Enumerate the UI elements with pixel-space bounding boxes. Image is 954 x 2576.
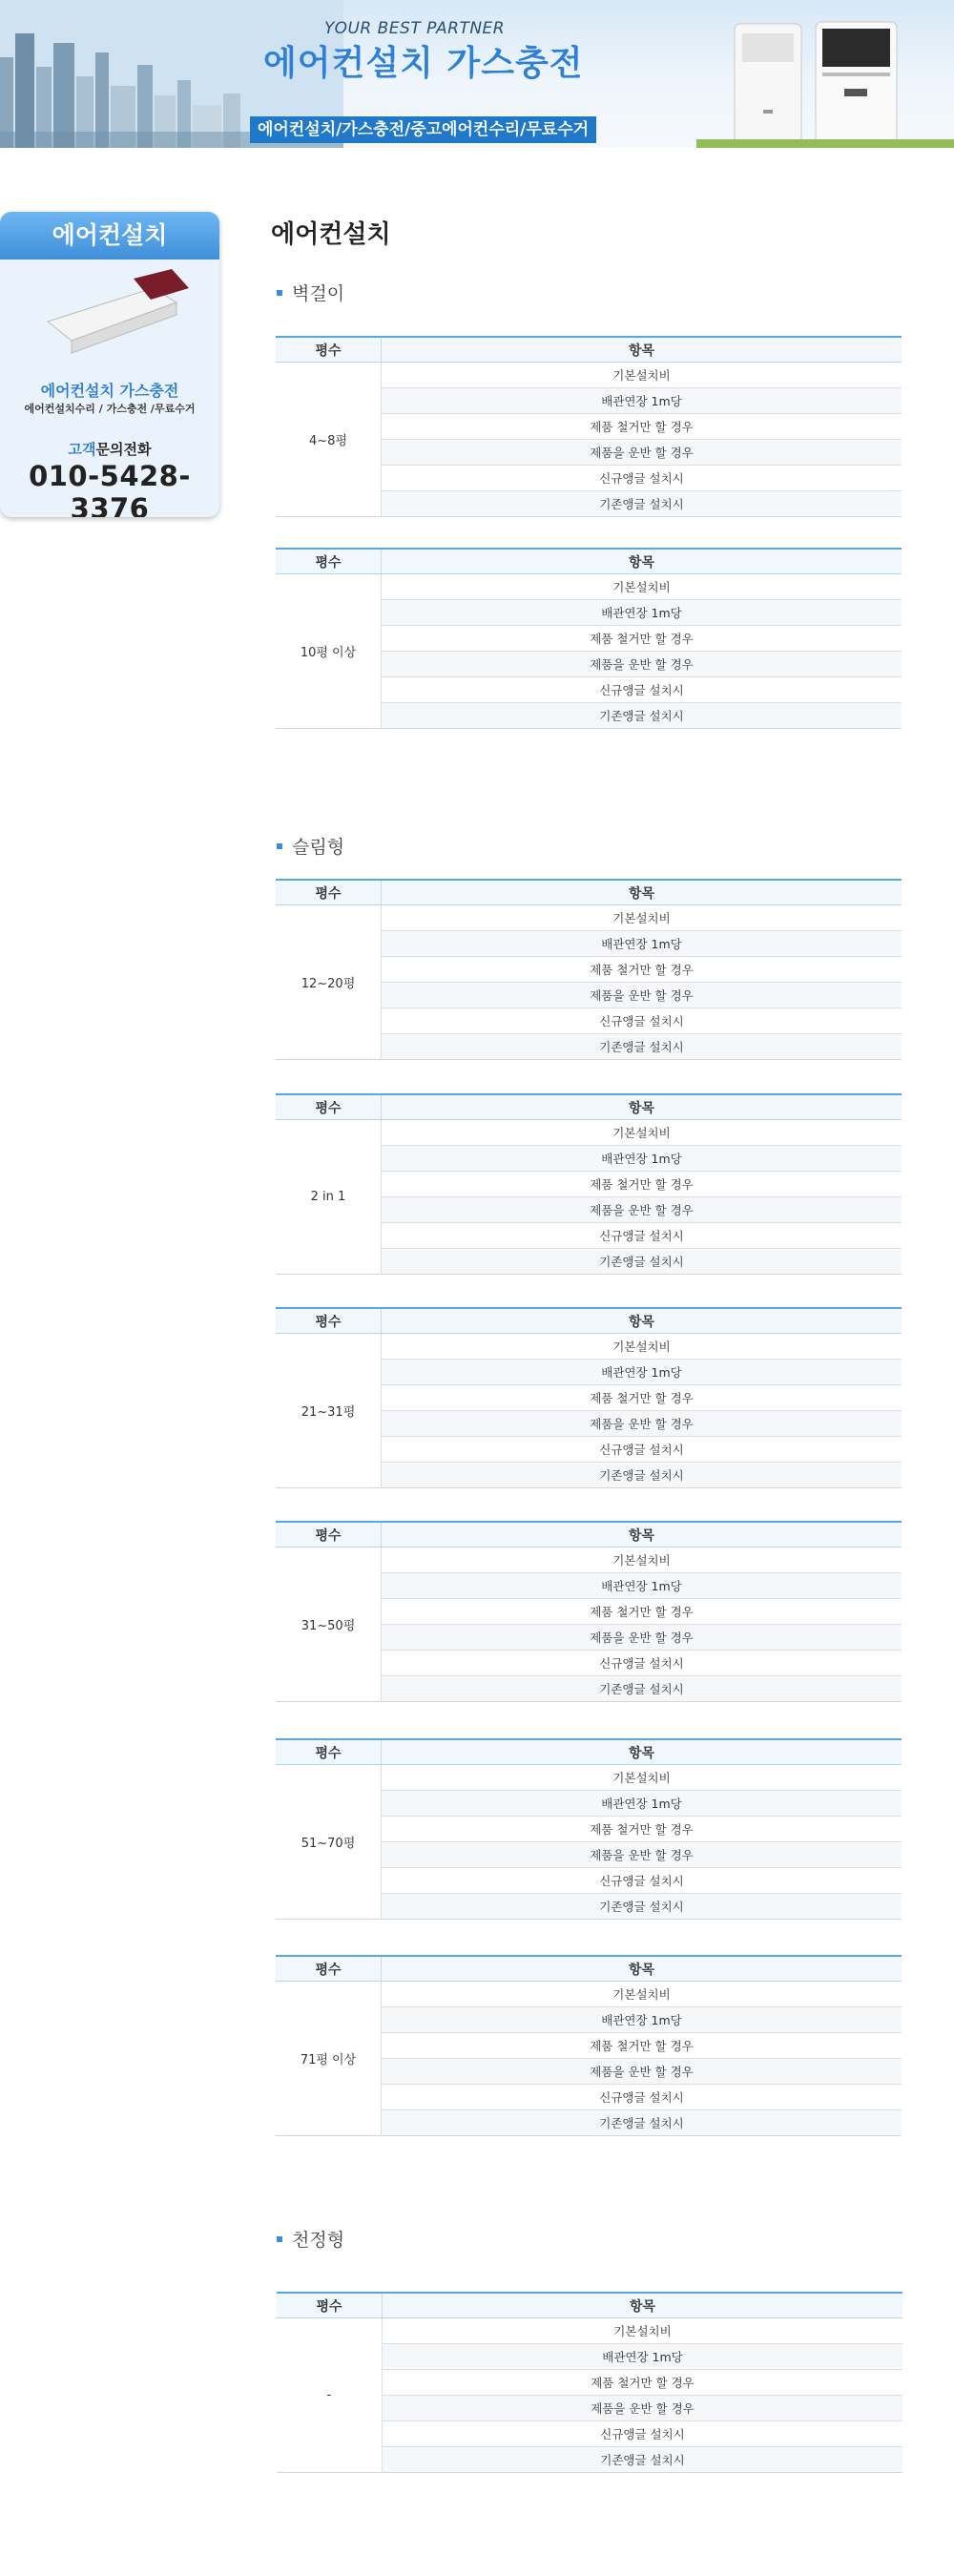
table-header-row (277, 2293, 902, 2318)
table-header-row (276, 1308, 902, 1334)
table-header-row (276, 549, 902, 574)
item-cell: 배관연장 1m당 (382, 931, 902, 957)
item-cell: 신규앵글 설치시 (382, 1868, 902, 1894)
item-cell: 신규앵글 설치시 (382, 677, 902, 703)
table-row (276, 1120, 902, 1146)
sidebar-service-title: 에어컨설치 가스충전 (40, 382, 179, 400)
item-cell: 기존앵글 설치시 (383, 2447, 903, 2473)
item-cell: 배관연장 1m당 (382, 2007, 902, 2033)
column-header-area: 평수 (276, 1094, 382, 1120)
section-heading (277, 280, 344, 305)
area-size-cell: 21~31평 (276, 1334, 382, 1488)
area-size-cell: 51~70평 (276, 1765, 382, 1920)
area-size-cell: 10평 이상 (276, 574, 382, 729)
price-table (276, 1738, 902, 1920)
table-header-row (276, 1739, 902, 1765)
item-cell: 기본설치비 (382, 1982, 902, 2007)
item-cell: 제품을 운반 할 경우 (382, 440, 902, 466)
item-cell: 신규앵글 설치시 (382, 466, 902, 491)
item-cell: 배관연장 1m당 (382, 600, 902, 626)
column-header-area: 평수 (277, 2293, 383, 2318)
item-cell: 기존앵글 설치시 (382, 703, 902, 729)
item-cell: 제품 철거만 할 경우 (382, 414, 902, 440)
column-header-item: 항목 (382, 1094, 902, 1120)
item-cell: 제품 철거만 할 경우 (382, 1172, 902, 1197)
item-cell: 기존앵글 설치시 (382, 1894, 902, 1920)
item-cell: 제품 철거만 할 경우 (382, 1599, 902, 1625)
item-cell: 기존앵글 설치시 (382, 1463, 902, 1488)
column-header-item: 항목 (383, 2293, 903, 2318)
item-cell: 제품을 운반 할 경우 (382, 1411, 902, 1437)
grass-decoration (696, 134, 954, 148)
item-cell: 기본설치비 (382, 1548, 902, 1573)
item-cell: 제품 철거만 할 경우 (382, 626, 902, 652)
item-cell: 기본설치비 (382, 1765, 902, 1791)
square-bullet-icon (277, 290, 282, 296)
item-cell: 기본설치비 (382, 1120, 902, 1146)
item-cell: 배관연장 1m당 (382, 1146, 902, 1172)
column-header-area: 평수 (276, 1522, 382, 1548)
column-header-item: 항목 (382, 337, 902, 363)
table-row (276, 1548, 902, 1573)
item-cell: 제품을 운반 할 경우 (382, 1625, 902, 1651)
page-title: 에어컨설치 (271, 220, 391, 249)
item-cell: 제품 철거만 할 경우 (382, 1817, 902, 1842)
price-table (276, 879, 902, 1060)
item-cell: 신규앵글 설치시 (382, 2085, 902, 2110)
item-cell: 제품을 운반 할 경우 (382, 1842, 902, 1868)
section-heading-label: 천정형 (292, 2230, 345, 2251)
item-cell: 배관연장 1m당 (382, 1791, 902, 1817)
section-heading (277, 833, 344, 859)
item-cell: 제품 철거만 할 경우 (382, 1385, 902, 1411)
sidebar-promo-box (0, 212, 219, 517)
item-cell: 제품을 운반 할 경우 (382, 983, 902, 1008)
table-header-row (276, 1522, 902, 1548)
banner-title: 에어컨설치 가스충전 (263, 44, 584, 83)
item-cell: 기본설치비 (382, 363, 902, 388)
section-heading (277, 2226, 344, 2252)
item-cell: 기존앵글 설치시 (382, 1034, 902, 1060)
table-header-row (276, 1094, 902, 1120)
price-table (276, 1955, 902, 2136)
table-header-row (276, 337, 902, 363)
sidebar-service-list: 에어컨설치수리 / 가스충전 /무료수거 (24, 403, 196, 415)
contact-label (0, 439, 219, 459)
table-row (276, 905, 902, 931)
price-table (276, 336, 902, 517)
area-size-cell: 31~50평 (276, 1548, 382, 1702)
item-cell: 기존앵글 설치시 (382, 1249, 902, 1275)
column-header-item: 항목 (382, 1522, 902, 1548)
item-cell: 신규앵글 설치시 (382, 1651, 902, 1676)
header-banner (0, 0, 954, 148)
item-cell: 신규앵글 설치시 (382, 1437, 902, 1463)
item-cell: 제품 철거만 할 경우 (382, 2033, 902, 2059)
area-size-cell: 71평 이상 (276, 1982, 382, 2136)
item-cell: 신규앵글 설치시 (383, 2421, 903, 2447)
item-cell: 제품을 운반 할 경우 (383, 2396, 903, 2421)
section-heading-label: 벽걸이 (292, 283, 345, 304)
price-table (277, 2292, 902, 2473)
item-cell: 기본설치비 (382, 1334, 902, 1360)
item-cell: 기존앵글 설치시 (382, 2110, 902, 2136)
item-cell: 신규앵글 설치시 (382, 1223, 902, 1249)
column-header-area: 평수 (276, 1739, 382, 1765)
square-bullet-icon (277, 2236, 282, 2242)
item-cell: 제품을 운반 할 경우 (382, 1197, 902, 1223)
item-cell: 제품 철거만 할 경우 (382, 957, 902, 983)
column-header-area: 평수 (276, 337, 382, 363)
price-table (276, 1307, 902, 1488)
table-row (276, 1765, 902, 1791)
column-header-area: 평수 (276, 880, 382, 905)
table-header-row (276, 880, 902, 905)
price-table (276, 1093, 902, 1275)
item-cell: 기존앵글 설치시 (382, 1676, 902, 1702)
standing-aircon-white-image (725, 19, 811, 148)
table-header-row (276, 1956, 902, 1982)
wall-aircon-image (38, 269, 191, 364)
item-cell: 신규앵글 설치시 (382, 1008, 902, 1034)
standing-aircon-dark-image (811, 17, 902, 148)
area-size-cell: 4~8평 (276, 363, 382, 517)
column-header-item: 항목 (382, 1308, 902, 1334)
item-cell: 제품을 운반 할 경우 (382, 2059, 902, 2085)
table-row (277, 2318, 902, 2344)
item-cell: 기본설치비 (382, 905, 902, 931)
item-cell: 제품을 운반 할 경우 (382, 652, 902, 677)
area-size-cell: 12~20평 (276, 905, 382, 1060)
section-heading-label: 슬림형 (292, 837, 345, 858)
phone-number[interactable]: 010-5428-3376 (29, 460, 191, 517)
item-cell: 배관연장 1m당 (383, 2344, 903, 2370)
item-cell: 제품 철거만 할 경우 (383, 2370, 903, 2396)
square-bullet-icon (277, 843, 282, 849)
banner-slogan: YOUR BEST PARTNER (324, 19, 506, 38)
column-header-item: 항목 (382, 1739, 902, 1765)
contact-label-highlight: 고객 (68, 441, 96, 458)
table-row (276, 1982, 902, 2007)
table-row (276, 1334, 902, 1360)
item-cell: 배관연장 1m당 (382, 1360, 902, 1385)
price-table (276, 548, 902, 729)
column-header-area: 평수 (276, 1956, 382, 1982)
area-size-cell: - (277, 2318, 383, 2473)
item-cell: 기본설치비 (383, 2318, 903, 2344)
column-header-area: 평수 (276, 549, 382, 574)
price-table (276, 1521, 902, 1702)
item-cell: 기본설치비 (382, 574, 902, 600)
column-header-item: 항목 (382, 549, 902, 574)
area-size-cell: 2 in 1 (276, 1120, 382, 1275)
item-cell: 배관연장 1m당 (382, 388, 902, 414)
column-header-item: 항목 (382, 880, 902, 905)
sidebar-title: 에어컨설치 (0, 212, 219, 260)
column-header-item: 항목 (382, 1956, 902, 1982)
contact-label-rest: 문의전화 (95, 441, 152, 458)
table-row (276, 574, 902, 600)
item-cell: 기존앵글 설치시 (382, 491, 902, 517)
banner-tagline: 에어컨설치/가스충전/중고에어컨수리/무료수거 (250, 116, 596, 143)
table-row (276, 363, 902, 388)
column-header-area: 평수 (276, 1308, 382, 1334)
item-cell: 배관연장 1m당 (382, 1573, 902, 1599)
